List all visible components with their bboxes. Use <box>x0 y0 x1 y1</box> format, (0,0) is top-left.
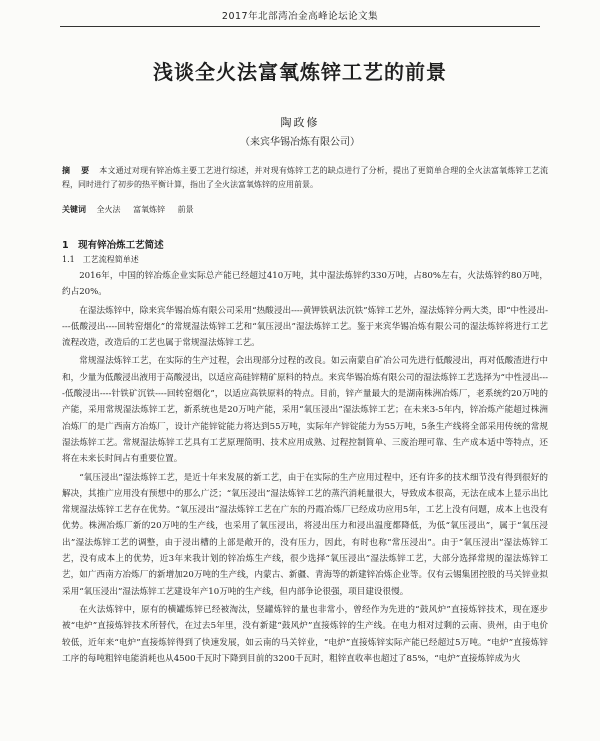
keywords-label: 关键词 <box>62 204 86 214</box>
section-heading: 1 现有锌冶炼工艺简述 <box>62 240 164 251</box>
abstract <box>62 163 548 192</box>
subsection-heading: 1.1 工艺流程简单述 <box>62 255 139 264</box>
keyword: 全火法 <box>96 205 121 214</box>
keywords <box>62 203 548 216</box>
body-text <box>62 268 548 738</box>
paragraph: 2016年，中国的锌冶炼企业实际总产能已经超过410万吨，其中湿法炼锌约330万吨，占80%左右，火法炼锌约80万吨，约占20%。 <box>62 271 548 298</box>
running-header: 2017年北部湾冶金高峰论坛论文集 <box>60 8 540 27</box>
keyword: 富氧炼锌 <box>133 205 166 214</box>
author-name: 陶政修 <box>280 116 320 129</box>
author-affiliation: （来宾华锡冶炼有限公司） <box>240 137 360 148</box>
paper-title: 浅谈全火法富氧炼锌工艺的前景 <box>153 60 447 84</box>
abstract-label: 摘 要 <box>62 165 94 175</box>
paragraph: “氧压浸出”湿法炼锌工艺，是近十年来发展的新工艺，由于在实际的生产应用过程中，还有许多的技术细节没有得到很好的解决，其推广应用没有预想中的那么广泛；“氧压浸出”湿法炼锌工艺的蒸汽消耗量很大，导致成本很高，无法在成本上显示出比常规湿法炼锌工艺存在优势。“氧压浸出”湿法炼锌工艺在广东的丹霞冶炼厂已经成功应用5年，工艺上没有问题，成本上也没有优势。株洲冶炼厂新的20万吨的生产线，也采用了氧压浸出，将浸出压力和浸出温度都降低，为低“氧压浸出”，属于“氧压浸出”湿法炼锌工艺的调整，由于浸出槽的上部是敞开的，没有压力，因此，有时也称“常压浸出”。由于“氧压浸出”湿法炼锌工艺，没有成本上的优势，近3年来我计划的锌冶炼生产线，很少选择“氧压浸出”湿法炼锌工艺，大部分选择常规的湿法炼锌工艺，如广西南方冶炼厂的新增加20万吨的生产线，内蒙古、新疆、青海等的新建锌冶炼企业等。仅有云锡集团控股的马关锌业拟采用“氧压浸出”湿法炼锌工艺建设年产10万吨的生产线，但内部争论很强，项目建设很慢。 <box>62 472 548 597</box>
abstract-text: 本文通过对现有锌冶炼主要工艺进行综述，并对现有炼锌工艺的缺点进行了分析，提出了更简单合理的全火法富氧炼锌工艺流程，同时进行了初步的热平衡计算，指出了全火法富氧炼锌的应用前景。 <box>62 166 548 189</box>
paragraph: 常规湿法炼锌工艺，在实际的生产过程，会出现部分过程的改良。如云南蒙自矿冶公司先进行低酸浸出，再对低酸渣进行中和，少量为低酸浸出液用于高酸浸出，以适应高硅锌精矿原料的特点。来宾华锡冶炼有限公司的湿法炼锌工艺选择为“中性浸出----低酸浸出----针铁矿沉铁----回转窑烟化”，以适应高铁原料的特点。目前，锌产量最大的是湖南株洲冶炼厂，老系统约20万吨的产能，采用常规湿法炼锌工艺，新系统也是20万吨产能，采用“氧压浸出”湿法炼锌工艺；在未来3-5年内，锌冶炼产能超过株洲冶炼厂的是广西南方冶炼厂，设计产能锌锭能力将达到55万吨，实际年产锌锭能力为55万吨，5条生产线将全部采用传统的常规湿法炼锌工艺。常规湿法炼锌工艺具有工艺原理简明、技术应用成熟、过程控制简单、三废治理可靠、生产成本适中等特点，还将在未来长时间占有重要位置。 <box>62 356 548 465</box>
paragraph: 在火法炼锌中，原有的横罐炼锌已经被淘汰，竖罐炼锌的量也非常小，曾经作为先进的“鼓风炉”直接炼锌技术，现在逐步被“电炉”直接炼锌技术所替代，在过去5年里，没有新建“鼓风炉”直接炼锌的生产线。在电力相对过剩的云南、贵州，由于电价较低，近年来“电炉”直接炼锌得到了快速发展，如云南的马关锌业，“电炉”直接炼锌实际产能已经超过5万吨。“电炉”直接炼锌工序的每吨粗锌电能消耗也从4500千瓦时下降到目前的3200千瓦时，粗锌直收率也超过了85%，“电炉”直接炼锌成为火 <box>62 604 548 664</box>
keyword: 前景 <box>177 205 194 214</box>
paragraph: 在湿法炼锌中，除来宾华锡冶炼有限公司采用“热酸浸出----黄钾铁矾法沉铁”炼锌工艺外，湿法炼锌分两大类，即“中性浸出----低酸浸出----回转窑烟化”的常规湿法炼锌工艺和“氧压浸出”湿法炼锌工艺。鉴于来宾华锡冶炼有限公司的湿法炼锌将进行工艺流程改造，改造后的工艺也属于常规湿法炼锌工艺。 <box>62 305 548 349</box>
